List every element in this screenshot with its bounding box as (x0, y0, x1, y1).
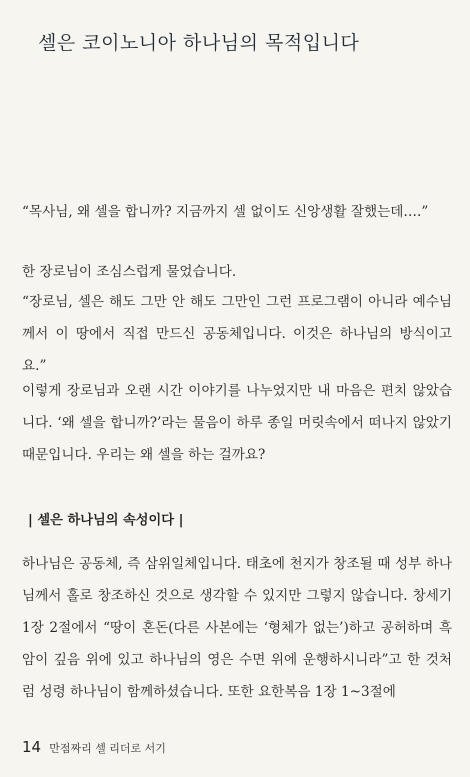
chapter-title: 셀은 코이노니아 하나님의 목적입니다 (38, 32, 360, 54)
body-paragraph: “목사님, 왜 셀을 합니까? 지금까지 셀 없이도 신앙생활 잘했는데….” (22, 204, 429, 220)
body-paragraph: “장로님, 셀은 해도 그만 안 해도 그만인 그런 프로그램이 아니라 예수님께서 이 땅에서 직접 만드신 공동체입니다. 이것은 하나님의 방식이고요.” (22, 294, 452, 374)
body-paragraph: 한 장로님이 조심스럽게 물었습니다. (22, 264, 237, 280)
body-paragraph: 이렇게 장로님과 오랜 시간 이야기를 나누었지만 내 마음은 편치 않았습니다. ‘왜 셀을 합니까?’라는 물음이 하루 종일 머릿속에서 떠나지 않았기 때문입니다. 우리는 왜 셀을 하는 걸까요? (22, 383, 452, 463)
running-book-title: 만점짜리 셀 리더로 서기 (49, 742, 166, 755)
body-paragraph: 하나님은 공동체, 즉 삼위일체입니다. 태초에 천지가 창조될 때 성부 하나님께서 홀로 창조하신 것으로 생각할 수 있지만 그렇지 않습니다. 창세기 1장 2절에서 “땅이 혼돈(다른 사본에는 ‘형체가 없는’)하고 공허하며 흑암이 깊음 위에 있고 하나님의 영은 수면 위에 운행하시니라”고 한 것처럼 성령 하나님이 함께하셨습니다. 또한 요한복음 1장 1~3절에 (22, 556, 452, 700)
page-number: 14 (22, 738, 42, 756)
section-heading: | 셀은 하나님의 속성이다 | (28, 513, 184, 528)
page-footer (22, 737, 166, 756)
